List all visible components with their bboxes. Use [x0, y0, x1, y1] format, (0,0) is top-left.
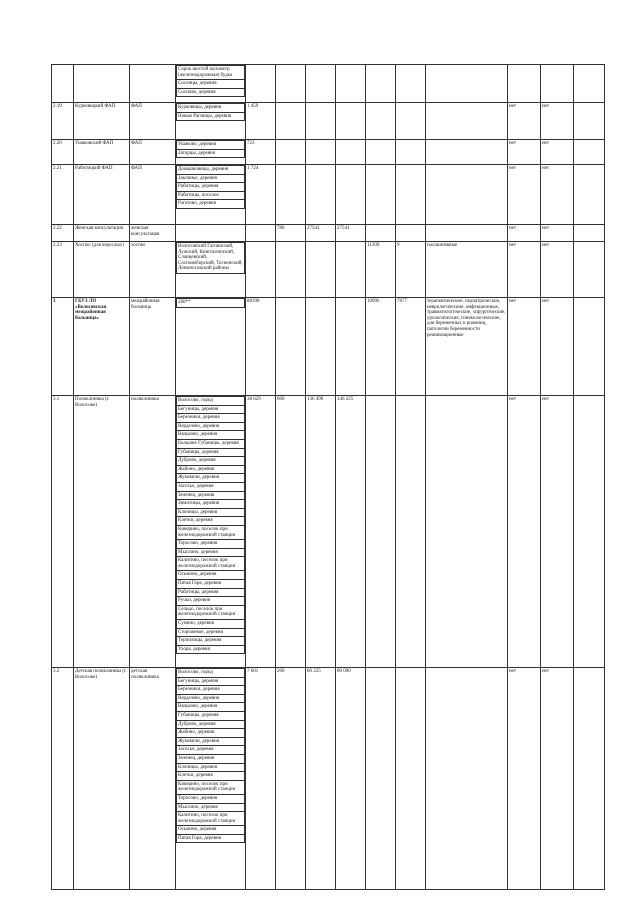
v4-cell [336, 103, 366, 140]
prof-cell [426, 225, 508, 242]
empty-cell [574, 103, 605, 140]
v2-cell [276, 140, 306, 165]
settlement-item: Бегуницы, деревня [177, 677, 245, 686]
settlement-item: Торосово, деревня [177, 540, 245, 549]
settlement-item: Волосово, город [177, 397, 245, 406]
prof-cell [426, 396, 508, 668]
v6-cell [396, 396, 426, 668]
table-row [52, 225, 605, 242]
type-cell [130, 65, 176, 103]
type-cell: межрайонная больница [130, 298, 176, 396]
v4-cell: 146 225 [336, 396, 366, 668]
settlement-item: Кикерино, поселок при железнодорожной станции [177, 525, 245, 539]
v3-cell [306, 242, 336, 298]
settlement-item: Осьмино, деревня [177, 571, 245, 580]
type-cell: детская поликлиника [130, 668, 176, 890]
settlement-item: Заклинье, деревня [177, 174, 245, 183]
settlement-item: Жуковичи, деревня [177, 474, 245, 483]
prof-cell [426, 65, 508, 103]
settlements-cell [176, 242, 246, 298]
v5-cell: 11209 [366, 242, 396, 298]
settlement-item: Мыслино, деревня [177, 803, 245, 812]
v5-cell [366, 103, 396, 140]
v1-cell [246, 225, 276, 242]
num-cell: 3.2 [52, 668, 74, 890]
v6-cell [396, 103, 426, 140]
settlement-item: Загорцы, деревня [177, 149, 245, 158]
v1-cell: 38 629 [246, 396, 276, 668]
v1-cell: 7 601 [246, 668, 276, 890]
settlements-list [176, 298, 245, 308]
n2-cell: нет [541, 225, 574, 242]
v4-cell: 80 000 [336, 668, 366, 890]
type-cell: ФАП [130, 165, 176, 225]
settlement-item: Волосовский Гатчинский, Лужский, Кингисеппский, Сланцевский, Сосновоборский, Тосненский, Ломоносовский районы [177, 243, 245, 274]
n1-cell: нет [508, 396, 541, 668]
settlement-item: Новые Рагницы, деревня [177, 112, 245, 121]
name-cell: Поликлиника (г. Волосово) [74, 396, 130, 668]
settlement-item: Ухора, деревня [177, 645, 245, 654]
settlement-item: Дуброво, деревня [177, 457, 245, 466]
empty-cell [574, 242, 605, 298]
table-row [52, 140, 605, 165]
settlement-item: Вердезево, деревня [177, 694, 245, 703]
settlement-item: Вердезево, деревня [177, 422, 245, 431]
table-row [52, 103, 605, 140]
settlement-item: Торосово, деревня [177, 794, 245, 803]
type-cell: ФАП [130, 103, 176, 140]
n2-cell: нет [541, 298, 574, 396]
v2-cell: 600 [276, 396, 306, 668]
settlements-cell [176, 668, 246, 890]
settlements-cell [176, 103, 246, 140]
settlement-item: Березники, деревня [177, 414, 245, 423]
settlement-item: Кикерино, поселок при железнодорожной станции [177, 780, 245, 794]
settlement-item: Клетки, деревня [177, 772, 245, 781]
name-cell: Курковицкий ФАП [74, 103, 130, 140]
num-cell: 2.21 [52, 165, 74, 225]
settlements-cell [176, 140, 246, 165]
n2-cell: нет [541, 103, 574, 140]
v3-cell: 136 490 [306, 396, 336, 668]
type-cell: поликлиника [130, 396, 176, 668]
v5-cell: 10096 [366, 298, 396, 396]
prof-cell [426, 165, 508, 225]
n1-cell: нет [508, 225, 541, 242]
v2-cell [276, 165, 306, 225]
settlement-item: Рагатово, деревня [177, 200, 245, 209]
table-row [52, 396, 605, 668]
settlement-item: Курковицы, деревня [177, 104, 245, 113]
n2-cell [541, 65, 574, 103]
num-cell: 2.19 [52, 103, 74, 140]
settlement-item: Жабино, деревня [177, 729, 245, 738]
settlement-item: Сельцо, поселок при железнодорожной станции [177, 605, 245, 619]
n1-cell [508, 65, 541, 103]
settlement-item: Засосье, деревня [177, 482, 245, 491]
settlement-item: Ручьи, деревня [177, 597, 245, 606]
settlements-cell [176, 225, 246, 242]
n1-cell: нет [508, 242, 541, 298]
num-cell: 3.1 [52, 396, 74, 668]
settlement-item: Жуковичи, деревня [177, 737, 245, 746]
v2-cell: 780 [276, 225, 306, 242]
v3-cell [306, 103, 336, 140]
v2-cell [276, 103, 306, 140]
name-cell: ГБУЗ ЛО «Волосовская межрайонная больница» [74, 298, 130, 396]
name-cell [74, 65, 130, 103]
v4-cell: 27541 [336, 225, 366, 242]
empty-cell [574, 165, 605, 225]
settlements-cell [176, 65, 246, 103]
n1-cell: нет [508, 140, 541, 165]
v2-cell [276, 65, 306, 103]
table-body [52, 65, 605, 890]
settlement-item: Сорок шестой километр (железнодорожная) будка [177, 66, 245, 80]
settlement-item: Пятая Гора, деревня [177, 834, 245, 843]
settlement-item: Сторожевое, деревня [177, 628, 245, 637]
type-cell: женская консультация [130, 225, 176, 242]
settlement-item: Дуброво, деревня [177, 720, 245, 729]
table-row [52, 165, 605, 225]
n2-cell: нет [541, 165, 574, 225]
medical-organizations-table [51, 64, 605, 890]
v4-cell [336, 298, 366, 396]
settlement-item: Сосенцы, деревня [177, 80, 245, 89]
settlements-list [176, 668, 245, 843]
settlement-item: Волосово, город [177, 669, 245, 678]
empty-cell [574, 65, 605, 103]
v1-cell [246, 65, 276, 103]
v4-cell [336, 242, 366, 298]
v1-cell: 1 724 [246, 165, 276, 225]
empty-cell [574, 140, 605, 165]
num-cell: 2.23 [52, 242, 74, 298]
settlement-item: Домашковицы, деревня [177, 166, 245, 175]
n1-cell: нет [508, 298, 541, 396]
settlements-list [176, 103, 245, 121]
v3-cell: 27541 [306, 225, 336, 242]
v3-cell [306, 65, 336, 103]
v6-cell [396, 140, 426, 165]
v6-cell [396, 225, 426, 242]
settlement-item: Клопицы, деревня [177, 508, 245, 517]
settlement-item: Губаницы, деревня [177, 711, 245, 720]
settlements-list [176, 165, 245, 209]
settlement-item: 280** [177, 299, 245, 308]
settlements-list [176, 140, 245, 158]
v1-cell: 1 459 [246, 103, 276, 140]
settlement-item: Вяльково, деревня [177, 431, 245, 440]
settlement-item: Мыслино, деревня [177, 548, 245, 557]
settlement-item: Рабитицы, деревня [177, 588, 245, 597]
settlement-item: Сумино, деревня [177, 620, 245, 629]
prof-cell: паллиативные [426, 242, 508, 298]
v6-cell [396, 668, 426, 890]
prof-cell [426, 668, 508, 890]
num-cell: 2.20 [52, 140, 74, 165]
settlement-item: Жабино, деревня [177, 465, 245, 474]
table-row [52, 668, 605, 890]
settlement-item: Осьмино, деревня [177, 826, 245, 835]
n2-cell: нет [541, 140, 574, 165]
empty-cell [574, 298, 605, 396]
settlement-item: Клопицы, деревня [177, 763, 245, 772]
v5-cell [366, 225, 396, 242]
v4-cell [336, 65, 366, 103]
settlements-list [176, 65, 245, 97]
settlement-item: Сосново, деревня [177, 88, 245, 97]
v2-cell [276, 242, 306, 298]
v4-cell [336, 140, 366, 165]
settlement-item: Зеленец, деревня [177, 491, 245, 500]
empty-cell [574, 668, 605, 890]
table-row [52, 242, 605, 298]
v6-cell: 7877 [396, 298, 426, 396]
name-cell: Ушаковский ФАП [74, 140, 130, 165]
settlement-item: Пятая Гора, деревня [177, 580, 245, 589]
settlement-item: Рабитицы, поселок [177, 191, 245, 200]
settlements-cell [176, 396, 246, 668]
v3-cell [306, 165, 336, 225]
settlement-item: Зеленец, деревня [177, 754, 245, 763]
name-cell: Женская консультация [74, 225, 130, 242]
settlements-list [176, 242, 245, 274]
v5-cell [366, 140, 396, 165]
settlements-cell [176, 165, 246, 225]
type-cell: хоспис [130, 242, 176, 298]
name-cell: Хоспис (для взрослых) [74, 242, 130, 298]
settlement-item: Калитино, поселок при железнодорожной станции [177, 557, 245, 571]
num-cell [52, 65, 74, 103]
n1-cell: нет [508, 165, 541, 225]
n2-cell: нет [541, 396, 574, 668]
settlement-item: Губаницы, деревня [177, 448, 245, 457]
settlement-item: Рабитицы, деревня [177, 183, 245, 192]
type-cell: ФАП [130, 140, 176, 165]
table-row [52, 298, 605, 396]
v6-cell [396, 165, 426, 225]
n2-cell: нет [541, 242, 574, 298]
v3-cell [306, 298, 336, 396]
v3-cell: 80 225 [306, 668, 336, 890]
v5-cell [366, 668, 396, 890]
n1-cell: нет [508, 103, 541, 140]
settlement-item: Калитино, поселок при железнодорожной станции [177, 812, 245, 826]
v5-cell [366, 396, 396, 668]
v1-cell: 88398 [246, 298, 276, 396]
settlement-item: Бегуницы, деревня [177, 405, 245, 414]
v2-cell: 200 [276, 668, 306, 890]
v4-cell [336, 165, 366, 225]
settlement-item: Вяльково, деревня [177, 703, 245, 712]
v5-cell [366, 165, 396, 225]
prof-cell [426, 140, 508, 165]
settlement-item: Ушаково, деревня [177, 141, 245, 150]
settlement-item: Клетки, деревня [177, 517, 245, 526]
prof-cell: терапевтические, педиатрические, неврологические, инфекционные, травматологические, хирургические, урологические, гинекологические, для беременных и рожениц, патологии беременности реанимационные [426, 298, 508, 396]
name-cell: Детская поликлиника (г. Волосово) [74, 668, 130, 890]
table-row [52, 65, 605, 103]
v1-cell: 723 [246, 140, 276, 165]
empty-cell [574, 225, 605, 242]
prof-cell [426, 103, 508, 140]
v5-cell [366, 65, 396, 103]
settlement-item: Зимитицы, деревня [177, 500, 245, 509]
num-cell: 2.22 [52, 225, 74, 242]
n1-cell: нет [508, 668, 541, 890]
settlements-cell [176, 298, 246, 396]
settlement-item: Большие Губаницы, деревня [177, 439, 245, 448]
empty-cell [574, 396, 605, 668]
v2-cell [276, 298, 306, 396]
name-cell: Рабитицкий ФАП [74, 165, 130, 225]
settlement-item: Засосье, деревня [177, 746, 245, 755]
v6-cell: 9 [396, 242, 426, 298]
settlement-item: Березники, деревня [177, 686, 245, 695]
settlements-list [176, 396, 245, 654]
n2-cell: нет [541, 668, 574, 890]
v3-cell [306, 140, 336, 165]
v1-cell [246, 242, 276, 298]
settlement-item: Терпилицы, деревня [177, 637, 245, 646]
num-cell: 3 [52, 298, 74, 396]
v6-cell [396, 65, 426, 103]
